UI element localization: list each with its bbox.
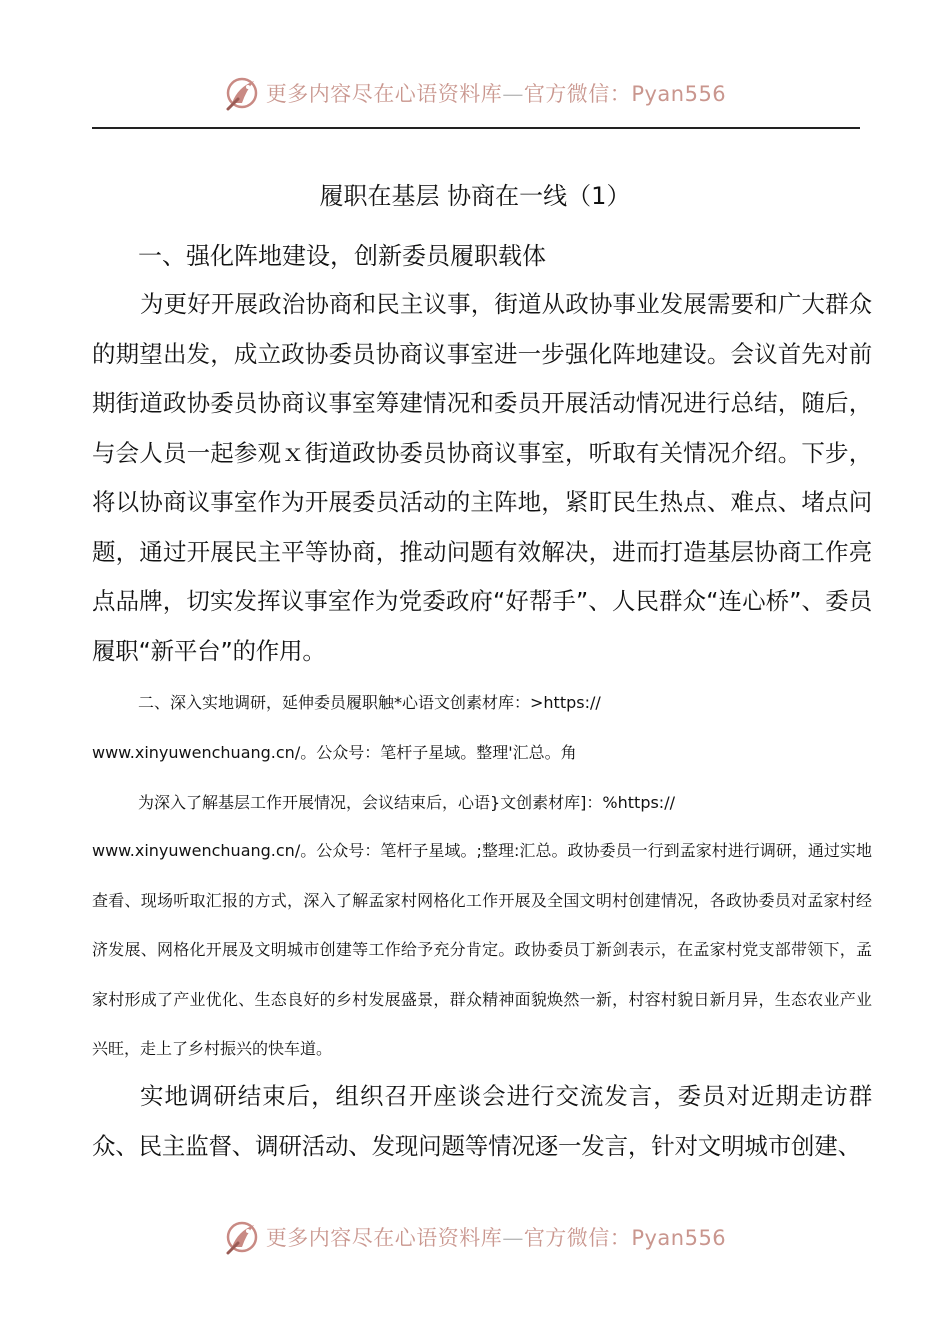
section3-paragraph: 实地调研结束后，组织召开座谈会进行交流发言，委员对近期走访群众、民主监督、调研活动、发现问题等情况逐一发言，针对文明城市创建、 bbox=[92, 1082, 872, 1160]
brush-logo-icon bbox=[224, 1217, 260, 1257]
wechat-label: 官方微信： bbox=[523, 1226, 632, 1250]
wechat-label: 官方微信： bbox=[523, 82, 632, 106]
watermark-separator: — bbox=[502, 82, 524, 106]
section2-paragraph-first-line: 为深入了解基层工作开展情况，会议结束后，心语}文创素材库]：%https:// bbox=[138, 793, 675, 812]
wechat-id: Pyan556 bbox=[631, 82, 727, 106]
header-watermark bbox=[0, 68, 950, 118]
header-divider bbox=[92, 127, 860, 129]
brush-logo-icon bbox=[224, 73, 260, 113]
document-title: 履职在基层 协商在一线（1） bbox=[319, 182, 631, 210]
watermark-text: 更多内容尽在心语资料库 bbox=[265, 1226, 503, 1250]
footer-watermark bbox=[0, 1212, 950, 1262]
section2-url-line: www.xinyuwenchuang.cn/。公众号：笔杆子星域。整理'汇总。角 bbox=[92, 743, 577, 762]
section1-heading: 一、强化阵地建设，创新委员履职载体 bbox=[138, 242, 546, 270]
section2-paragraph: www.xinyuwenchuang.cn/。公众号：笔杆子星域。;整理:汇总。政协委员一行到孟家村进行调研，通过实地查看、现场听取汇报的方式，深入了解孟家村网格化工作开展及全国文明村创建情况，各政协委员对孟家村经济发展、网格化开展及文明城市创建等工作给予充分肯定。政协委员丁新剑表示，在孟家村党支部带领下，孟家村形成了产业优化、生态良好的乡村发展盛景，群众精神面貌焕然一新，村容村貌日新月异，生态农业产业兴旺，走上了乡村振兴的快车道。 bbox=[92, 841, 872, 1059]
watermark-separator: — bbox=[502, 1226, 524, 1250]
watermark-text: 更多内容尽在心语资料库 bbox=[265, 82, 503, 106]
section2-heading: 二、深入实地调研，延伸委员履职触*心语文创素材库：>https:// bbox=[138, 693, 601, 712]
wechat-id: Pyan556 bbox=[631, 1226, 727, 1250]
section1-paragraph: 为更好开展政治协商和民主议事，街道从政协事业发展需要和广大群众的期望出发，成立政协委员协商议事室进一步强化阵地建设。会议首先对前期街道政协委员协商议事室筹建情况和委员开展活动情况进行总结，随后，与会人员一起参观ｘ街道政协委员协商议事室，听取有关情况介绍。下步，将以协商议事室作为开展委员活动的主阵地，紧盯民生热点、难点、堵点问题，通过开展民主平等协商，推动问题有效解决，进而打造基层协商工作亮点品牌，切实发挥议事室作为党委政府“好帮手”、人民群众“连心桥”、委员履职“新平台”的作用。 bbox=[92, 290, 872, 665]
